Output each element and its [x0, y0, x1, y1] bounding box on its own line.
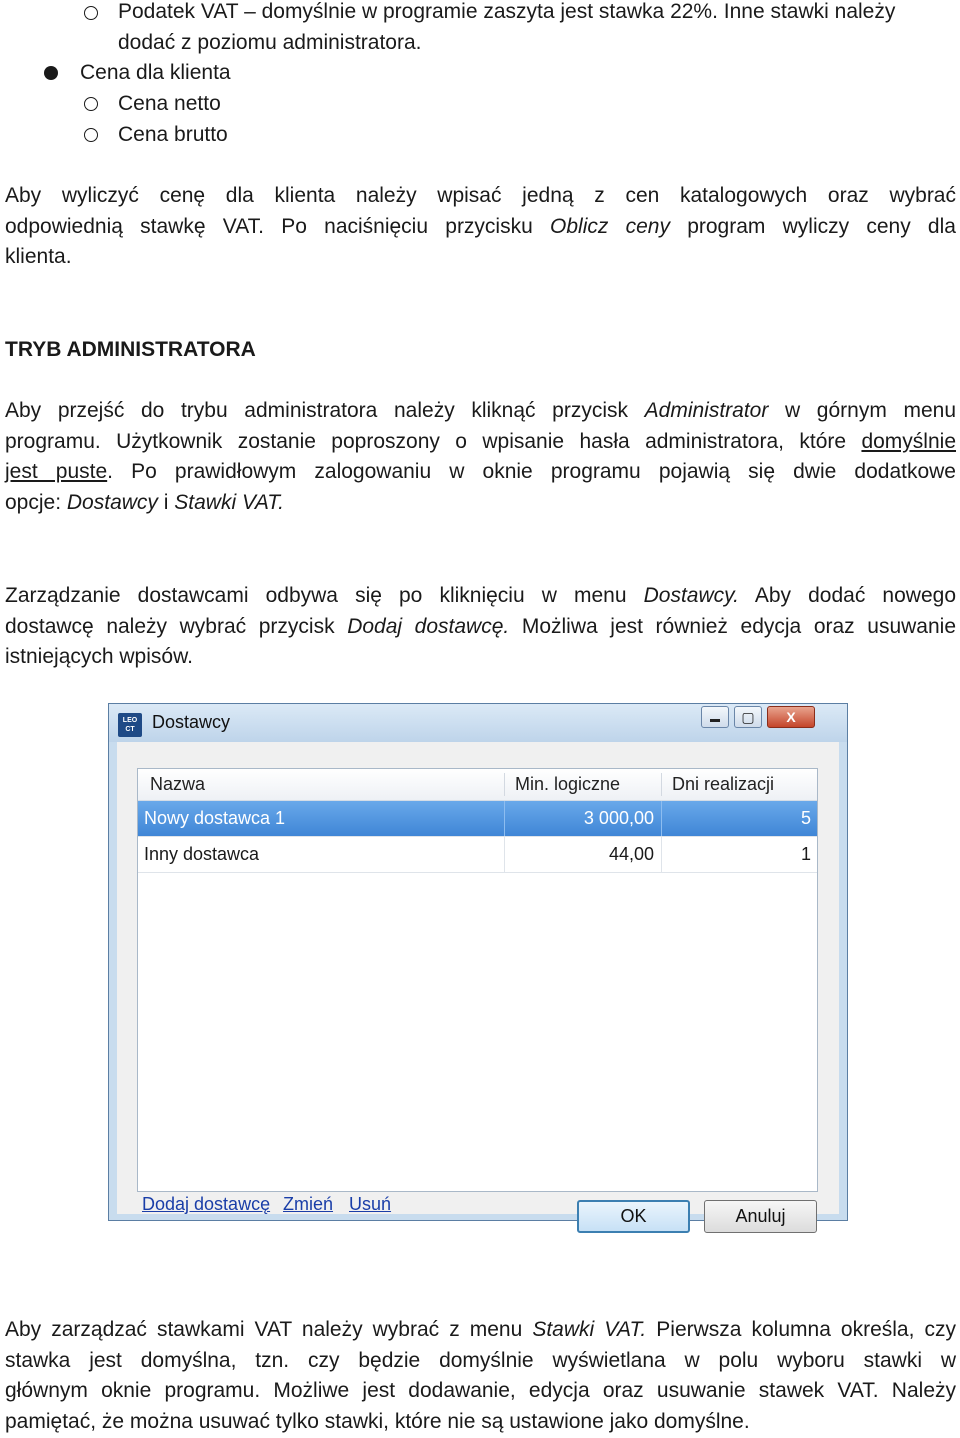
- edit-supplier-link[interactable]: Zmień: [283, 1194, 334, 1214]
- cell-separator: [504, 837, 505, 872]
- circle-bullet-icon: [84, 128, 98, 142]
- dostawcy-emphasis: Dostawcy.: [643, 584, 739, 607]
- text-line: głównym oknie programu. Możliwe jest dodawanie, edycja oraz usuwanie stawek VAT. Należy: [5, 1379, 956, 1403]
- list-item-cena-netto: Cena netto: [118, 92, 221, 115]
- cell-days: 5: [800, 808, 811, 828]
- column-separator: [661, 773, 662, 796]
- text-span: Pierwsza kolumna określa, czy: [656, 1318, 956, 1341]
- cell-name: Nowy dostawca 1: [144, 808, 286, 828]
- column-header-days[interactable]: Dni realizacji: [672, 774, 775, 794]
- column-separator: [504, 773, 505, 796]
- text-line: [5, 488, 956, 519]
- text-line: [5, 427, 956, 458]
- dialog-titlebar: [109, 704, 847, 742]
- paragraph-vat-rates: [5, 1315, 956, 1438]
- text-line: pamiętać, że można usuwać tylko stawki, które nie są ustawione jako domyślne.: [5, 1410, 750, 1434]
- text-line: [5, 1315, 956, 1346]
- delete-supplier-link[interactable]: Usuń: [349, 1194, 392, 1214]
- list-item-vat-line2: dodać z poziomu administratora.: [118, 30, 422, 54]
- text-line: [5, 396, 956, 427]
- text-span: dostawcę należy wybrać przycisk: [5, 614, 335, 638]
- text-span: i: [163, 491, 169, 515]
- table-row-selected[interactable]: [138, 801, 817, 837]
- text-line: Aby wyliczyć cenę dla klienta należy wpisać jedną z cen katalogowych oraz wybrać: [5, 184, 956, 207]
- table-header: [138, 769, 817, 801]
- stawki-vat-emphasis: Stawki VAT.: [532, 1318, 647, 1341]
- text-span: . Po prawidłowym zalogowaniu w oknie programu pojawią się dwie dodatkowe: [107, 460, 956, 484]
- dostawcy-emphasis: Dostawcy: [66, 491, 158, 515]
- disc-bullet-icon: [44, 66, 58, 80]
- cell-separator: [661, 837, 662, 872]
- section-heading: TRYB ADMINISTRATORA: [5, 338, 256, 361]
- administrator-emphasis: Administrator: [644, 399, 769, 422]
- text-line: stawka jest domyślna, tzn. czy będzie domyślnie wyświetlana w polu wyboru stawki w: [5, 1348, 956, 1372]
- paragraph-admin-mode: [5, 396, 956, 519]
- dodaj-dostawce-emphasis: Dodaj dostawcę.: [347, 614, 510, 638]
- cell-separator: [504, 801, 505, 836]
- list-item-vat: [118, 0, 895, 58]
- close-icon: X: [786, 709, 796, 725]
- oblicz-ceny-emphasis: Oblicz ceny: [550, 214, 670, 238]
- maximize-icon: ▢: [741, 709, 755, 725]
- cell-min: 3 000,00: [583, 808, 654, 828]
- text-span: w górnym menu: [785, 399, 956, 422]
- text-span: program wyliczy ceny dla: [687, 214, 956, 238]
- underlined-text: jest puste: [5, 460, 108, 484]
- circle-bullet-icon: [84, 97, 98, 111]
- text-span: odpowiednią stawkę VAT. Po naciśnięciu przycisku: [5, 214, 533, 238]
- text-span: programu. Użytkownik zostanie poproszony o wpisanie hasła administratora, które: [5, 429, 847, 453]
- minimize-button[interactable]: [701, 706, 729, 728]
- text-span: Aby przejść do trybu administratora należy kliknąć przycisk: [5, 399, 629, 422]
- text-span: Aby dodać nowego: [754, 584, 956, 607]
- maximize-button[interactable]: [734, 706, 762, 728]
- paragraph-suppliers: [5, 581, 956, 673]
- text-span: Zarządzanie dostawcami odbywa się po kliknięciu w menu: [5, 584, 627, 607]
- dialog-title: Dostawcy: [152, 712, 231, 732]
- circle-bullet-icon: [84, 6, 98, 20]
- table-row[interactable]: [138, 837, 817, 873]
- text-span: opcje:: [5, 491, 62, 515]
- cell-separator: [661, 801, 662, 836]
- list-item-vat-line1: Podatek VAT – domyślnie w programie zaszyta jest stawka 22%. Inne stawki należy: [118, 0, 896, 23]
- close-button[interactable]: [767, 706, 815, 728]
- text-line: [5, 612, 956, 643]
- text-line: [5, 212, 956, 243]
- list-item-cena-brutto: Cena brutto: [118, 123, 228, 146]
- suppliers-dialog: [108, 703, 848, 1226]
- text-line: [5, 457, 956, 488]
- minimize-icon: ▬: [710, 714, 720, 725]
- underlined-text: domyślnie: [861, 429, 956, 453]
- app-logo-icon: LEO CT: [118, 713, 142, 737]
- cell-days: 1: [800, 844, 811, 864]
- text-span: Aby zarządzać stawkami VAT należy wybrać z menu: [5, 1318, 523, 1341]
- ok-button[interactable]: OK: [577, 1200, 690, 1233]
- cell-name: Inny dostawca: [144, 844, 260, 864]
- add-supplier-link[interactable]: Dodaj dostawcę: [142, 1194, 271, 1214]
- suppliers-table[interactable]: [137, 768, 818, 1192]
- text-line: [5, 581, 956, 612]
- text-span: Możliwa jest również edycja oraz usuwanie: [521, 614, 956, 638]
- text-line: istniejących wpisów.: [5, 645, 193, 669]
- cell-min: 44,00: [608, 844, 654, 864]
- dialog-client-area: [117, 742, 839, 1226]
- list-item-cena-klienta: Cena dla klienta: [80, 61, 231, 84]
- column-header-name[interactable]: Nazwa: [150, 774, 206, 794]
- cancel-button[interactable]: Anuluj: [704, 1200, 817, 1233]
- paragraph-price-calc: [5, 181, 956, 273]
- stawki-vat-emphasis: Stawki VAT.: [174, 491, 284, 515]
- text-line: klienta.: [5, 245, 72, 269]
- column-header-min[interactable]: Min. logiczne: [515, 774, 621, 794]
